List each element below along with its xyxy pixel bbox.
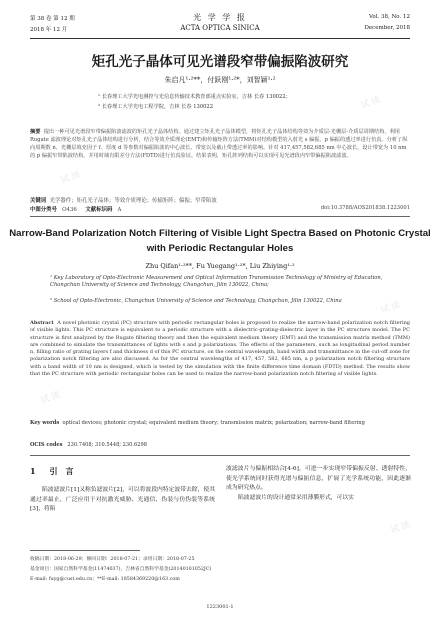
clc-value: O436: [62, 207, 77, 213]
authors-en: Zhu Qifan¹·²**, Fu Yuegang¹·²*, Liu Zhiying¹·²: [145, 262, 295, 270]
watermark: 试读: [59, 169, 84, 187]
footnote-email: E-mail: fuyg@cust.edu.cn；**E-mail: 18584369220@163.com: [30, 577, 180, 582]
keywords-cn: [30, 196, 217, 204]
journal-header: [30, 12, 410, 39]
footnote-divider: [30, 550, 140, 551]
section-heading: [30, 466, 74, 477]
section-number: 1: [30, 466, 36, 476]
footnote-fund: 基金项目：国家自然科学基金(11474037)，吉林省自然科学基金(20140101052JC): [30, 567, 212, 572]
abstract-en: [30, 320, 410, 378]
abstract-cn: [30, 128, 410, 160]
abstract-en-text: A novel photonic crystal (PC) structure with periodic rectangular holes is proposed to realize the narrow-band polarization notch filtering of visible lights. This PC structure is equivalent to a periodic structure with a dielectric-grating-dielectric layer in the PC structure model. The PC structure is first analyzed by the Rugate filtering theory and then the equivalent medium theory (EMT) and the transmission matrix method (TMM) are combined to simulate the transmittances of lights with s and p polarizations. The effects of the parameters, such as longitudinal period number n, filling ratio of grating layers f and thickness d of this PC structure, on the central wavelength, band width and transmittance in the cut-off zone for polarization notch filtering are also discussed. As for the central wavelengths of 417, 457, 582, 685 nm, a p polarization notch filtering structure with a band width of 10 nm is designed, which is tested by the simulation with the finite difference time domain (FDTD) method. The results show that the PC structure with periodic rectangular holes can be used to realize the narrow-band polarization notch filtering of visible lights.: [30, 320, 410, 378]
volume-cn: 第 38 卷 第 12 期: [30, 16, 75, 22]
journal-name-cn: 光 学 学 报: [193, 13, 247, 22]
keywords-en: [30, 420, 410, 427]
footnote-received: 收稿日期：2018-06-29；修回日期：2018-07-21；录用日期：2018-07-25: [30, 557, 195, 562]
clc-label: 中图分类号: [30, 207, 57, 213]
divider: [30, 455, 410, 456]
body-column-left: [30, 486, 215, 515]
section-title: 引 言: [49, 466, 74, 476]
paper-title-cn: 矩孔光子晶体可见光谱段窄带偏振陷波研究: [91, 54, 349, 70]
classification-line: [30, 205, 121, 213]
abstract-cn-text: 提出一种可见光谱段窄带偏振陷波滤波的矩孔光子晶体结构。通过建立矩孔光子晶体模型，将矩孔光子晶体结构等效为介质层-光栅层-介质层周期结构，利用 Rugate 滤波理论对矩孔光子晶体结构进行分析，结合等效介质理论(EMT)和传输矩阵方法(TMM)对结构模型的入射光 s 偏振、p 偏振的透过率进行仿真。分析了纵向周期数 n、光栅层填充因子 f、厚度 d 等参数对偏振陷波的中心波长、带宽以及截止带透过率的影响。针对 417,457,582,685 nm 中心波长，设计带宽为 10 nm 的 p 偏振窄带陷波结构，并用时域有限差分方法(FDTD)进行仿真验证。结果表明，矩孔阵列结构可以实现可见光谱段内窄带偏振陷波滤波。: [30, 129, 408, 159]
volume-en: Vol. 38, No. 12: [368, 14, 410, 20]
date-cn: 2018 年 12 月: [30, 27, 68, 33]
divider: [30, 216, 410, 217]
doc-code-label: 文献标识码: [85, 207, 113, 213]
body-column-right: [226, 465, 411, 503]
watermark: 试读: [359, 94, 384, 112]
keywords-cn-text: 光学器件；矩孔光子晶体；等效介质理论；传输矩阵；偏振；窄带陷波: [49, 198, 217, 204]
ocis-text: 230.7408; 310.5448; 230.6298: [67, 442, 147, 448]
abstract-en-label: Abstract: [30, 320, 54, 326]
paragraph: 波滤波片与偏振相结合[4-6]，可进一步实现窄带偏振反射、透射特性，使光学系统同时获得光谱与偏振信息，扩展了光学系统功能，因此逐渐成为研究热点。: [226, 466, 411, 491]
doi-label: doi:: [320, 205, 331, 211]
affiliation-cn-2: ² 长春理工大学光电工程学院，吉林 长春 130022: [98, 104, 214, 110]
keywords-cn-label: 关键词: [30, 198, 47, 204]
watermark: 试读: [379, 299, 404, 317]
affiliation-cn-1: ¹ 长春理工大学光电测控与光信息传输技术教育部重点实验室，吉林 长春 130022；: [98, 94, 291, 100]
watermark: 试读: [39, 389, 64, 407]
paper-title-en: Narrow-Band Polarization Notch Filtering of Visible Light Spectra Based on Photonic Crystal with Periodic Rectangular Holes: [9, 228, 431, 254]
doc-code-value: A: [117, 207, 122, 213]
doi-value: 10.3788/AOS201838.1223001: [330, 205, 410, 211]
paragraph: 陷波滤波片[1]又称负滤波片[2]，可以将波段内特定波带去除，使其通过率最止，广泛应用于对抗激光威胁、光通信、伪装与仿伪装等系统[3]，将陷: [30, 487, 215, 512]
authors-cn: 朱启凡¹·²**，付跃刚¹·²*，刘智颖¹·²: [164, 76, 276, 84]
date-en: December, 2018: [364, 25, 410, 31]
page-number: 1223001-1: [206, 604, 234, 610]
doi: [321, 205, 410, 211]
paragraph: 陷波滤波片的设计通常采用薄膜形式，可以实: [238, 494, 354, 501]
keywords-en-label: Key words: [30, 420, 60, 426]
abstract-cn-label: 摘要: [30, 129, 41, 135]
ocis-codes: [30, 442, 147, 448]
ocis-label: OCIS codes: [30, 442, 63, 448]
keywords-en-text: optical devices; photonic crystal; equivalent medium theory; transmission matrix; polarization; narrow-band filtering: [62, 420, 365, 426]
affiliation-en-2: ² School of Opto-Electronic, Changchun University of Science and Technology, Changchun, Jilin 130022, China: [50, 298, 342, 304]
affiliation-en-1: ¹ Key Laboratory of Opto-Electronic Measurement and Optical Information Transmission Technology of Ministry of Education, Changchun University of Science and Technology, Changchun, Jilin 130022, China;: [50, 275, 383, 289]
watermark: 试读: [389, 519, 414, 537]
journal-name-en: ACTA OPTICA SINICA: [180, 24, 260, 32]
